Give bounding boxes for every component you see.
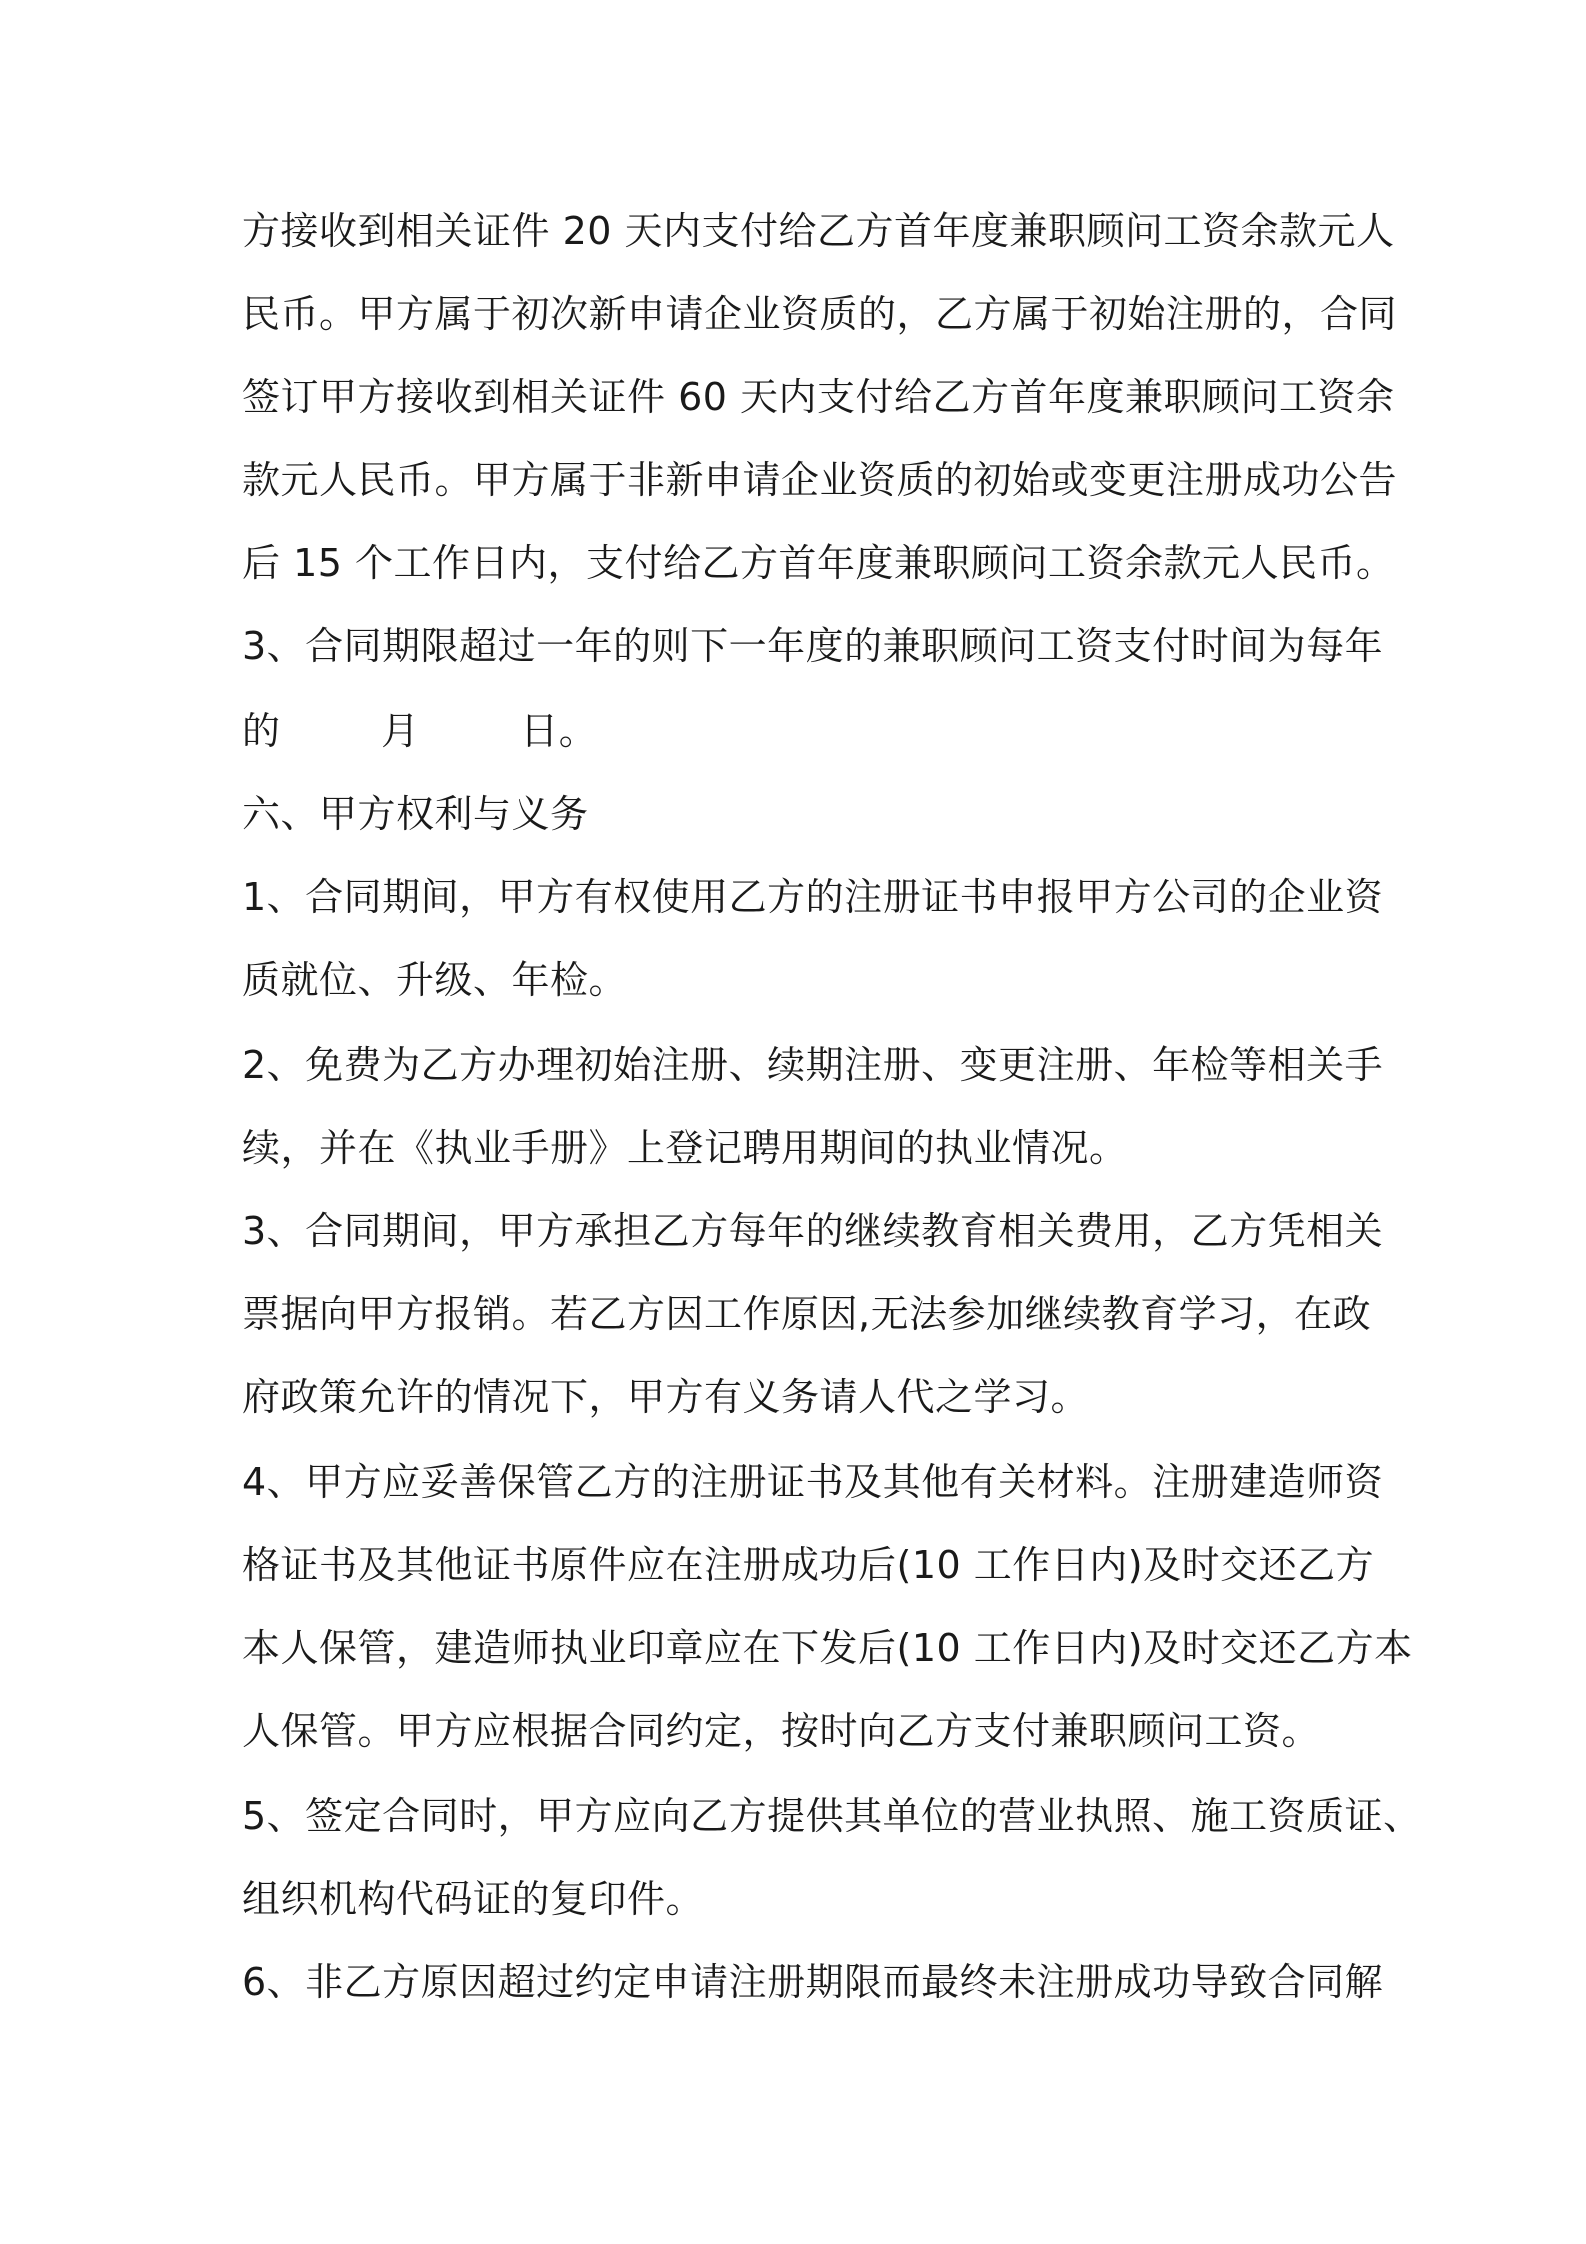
text-line: 续，并在《执业手册》上登记聘用期间的执业情况。 (242, 1126, 1128, 1170)
section-heading: 六、甲方权利与义务 (242, 792, 589, 836)
text-line: 1、合同期间，甲方有权使用乙方的注册证书申报甲方公司的企业资 (242, 875, 1384, 919)
text-line: 的 月 日。 (242, 709, 598, 753)
text-line: 人保管。甲方应根据合同约定，按时向乙方支付兼职顾问工资。 (242, 1709, 1321, 1753)
text-line: 2、免费为乙方办理初始注册、续期注册、变更注册、年检等相关手 (242, 1043, 1384, 1087)
text-line: 3、合同期间，甲方承担乙方每年的继续教育相关费用，乙方凭相关 (242, 1209, 1384, 1253)
text-line: 方接收到相关证件 20 天内支付给乙方首年度兼职顾问工资余款元人 (242, 209, 1395, 253)
text-line: 府政策允许的情况下，甲方有义务请人代之学习。 (242, 1375, 1090, 1419)
text-line: 格证书及其他证书原件应在注册成功后(10 工作日内)及时交还乙方 (242, 1543, 1375, 1587)
text-line: 民币。甲方属于初次新申请企业资质的，乙方属于初始注册的，合同 (242, 292, 1398, 336)
text-line: 票据向甲方报销。若乙方因工作原因,无法参加继续教育学习，在政 (242, 1292, 1372, 1336)
text-line: 组织机构代码证的复印件。 (242, 1877, 705, 1921)
text-line: 款元人民币。甲方属于非新申请企业资质的初始或变更注册成功公告 (242, 458, 1398, 502)
text-line: 本人保管，建造师执业印章应在下发后(10 工作日内)及时交还乙方本 (242, 1626, 1413, 1670)
text-line: 6、非乙方原因超过约定申请注册期限而最终未注册成功导致合同解 (242, 1960, 1384, 2004)
text-line: 5、签定合同时，甲方应向乙方提供其单位的营业执照、施工资质证、 (242, 1794, 1422, 1838)
text-line: 质就位、升级、年检。 (242, 958, 628, 1002)
text-line: 4、甲方应妥善保管乙方的注册证书及其他有关材料。注册建造师资 (242, 1460, 1384, 1504)
text-line: 签订甲方接收到相关证件 60 天内支付给乙方首年度兼职顾问工资余 (242, 375, 1395, 419)
text-line: 后 15 个工作日内，支付给乙方首年度兼职顾问工资余款元人民币。 (242, 541, 1395, 585)
text-line: 3、合同期限超过一年的则下一年度的兼职顾问工资支付时间为每年 (242, 624, 1384, 668)
